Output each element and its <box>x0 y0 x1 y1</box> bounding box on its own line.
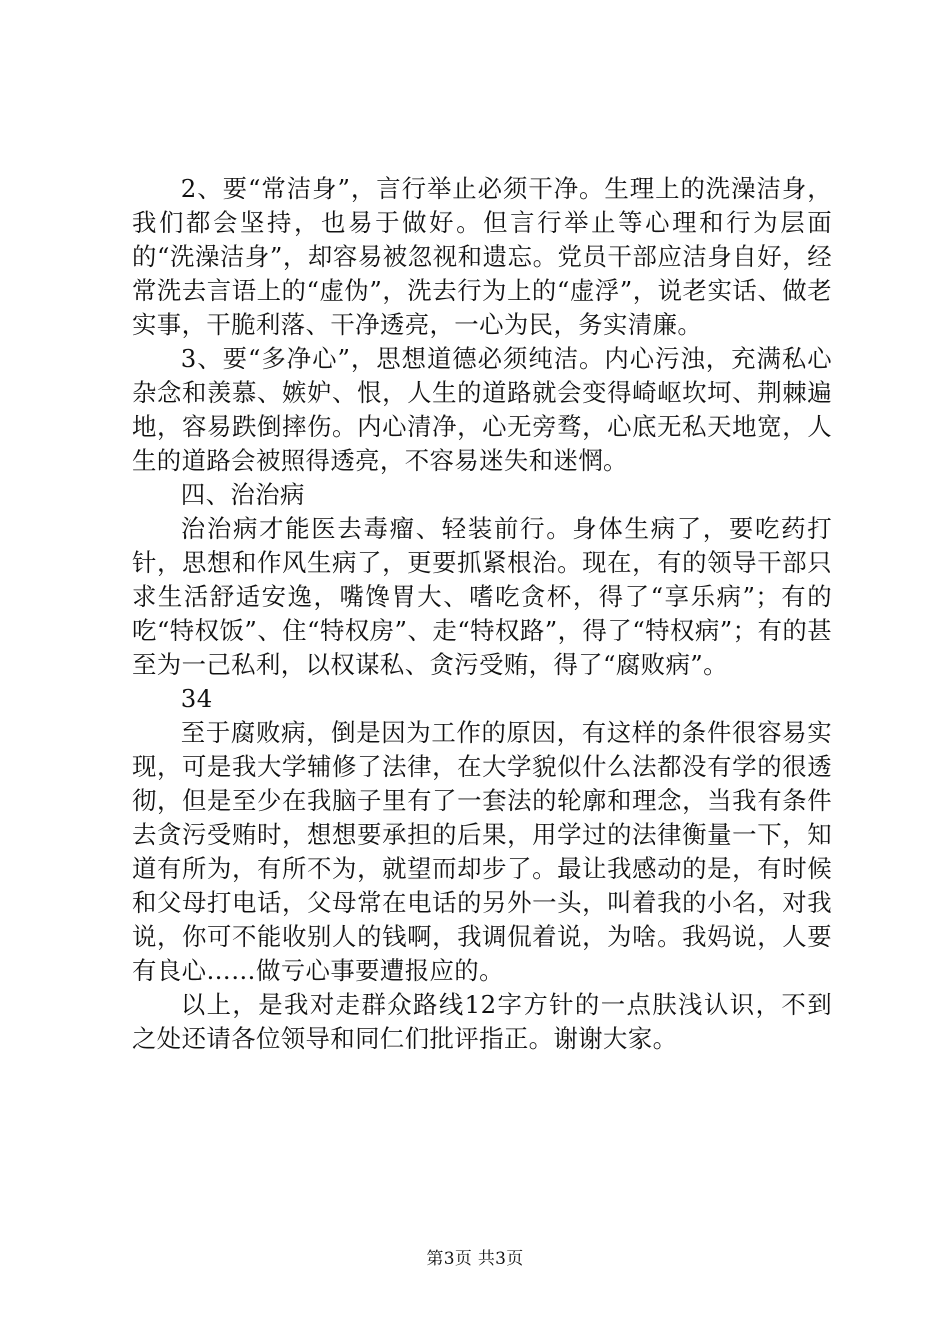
paragraph-number: 34 <box>180 684 213 713</box>
page-footer: 第3页 共3页 <box>426 1249 524 1269</box>
paragraph-clean-body: 2、要“常洁身”，言行举止必须干净。生理上的洗澡洁身，我们都会坚持，也易于做好。但言行举止等心理和行为层面的“洗澡洁身”，却容易被忽视和遗忘。党员干部应洁身自好，经常洗去言语上的“虚伪”，洗去行为上的“虚浮”，说老实话、做老实事，干脆利落、干净透亮，一心为民，务实清廉。 <box>132 174 832 339</box>
paragraph-cure-illness: 治治病才能医去毒瘤、轻装前行。身体生病了，要吃药打针，思想和作风生病了，更要抓紧根治。现在，有的领导干部只求生活舒适安逸，嘴馋胃大、嗜吃贪杯，得了“享乐病”；有的吃“特权饭”、住“特权房”、走“特权路”，得了“特权病”；有的甚至为一己私利，以权谋私、贪污受贿，得了“腐败病”。 <box>132 514 832 679</box>
paragraph-clean-heart: 3、要“多净心”，思想道德必须纯洁。内心污浊，充满私心杂念和羡慕、嫉妒、恨，人生的道路就会变得崎岖坎坷、荆棘遍地，容易跌倒摔伤。内心清净，心无旁骛，心底无私天地宽，人生的道路会被照得透亮，不容易迷失和迷惘。 <box>132 344 832 475</box>
document-body <box>132 172 832 1056</box>
section-heading: 四、治治病 <box>180 480 305 509</box>
paragraph-conclusion: 以上，是我对走群众路线12字方针的一点肤浅认识，不到之处还请各位领导和同仁们批评指正。谢谢大家。 <box>132 990 832 1053</box>
paragraph-corruption: 至于腐败病，倒是因为工作的原因，有这样的条件很容易实现，可是我大学辅修了法律，在大学貌似什么法都没有学的很透彻，但是至少在我脑子里有了一套法的轮廓和理念，当我有条件去贪污受贿时，想想要承担的后果，用学过的法律衡量一下，知道有所为，有所不为，就望而却步了。最让我感动的是，有时候和父母打电话，父母常在电话的另外一头，叫着我的小名，对我说，你可不能收别人的钱啊，我调侃着说，为啥。我妈说，人要有良心……做亏心事要遭报应的。 <box>132 718 832 985</box>
